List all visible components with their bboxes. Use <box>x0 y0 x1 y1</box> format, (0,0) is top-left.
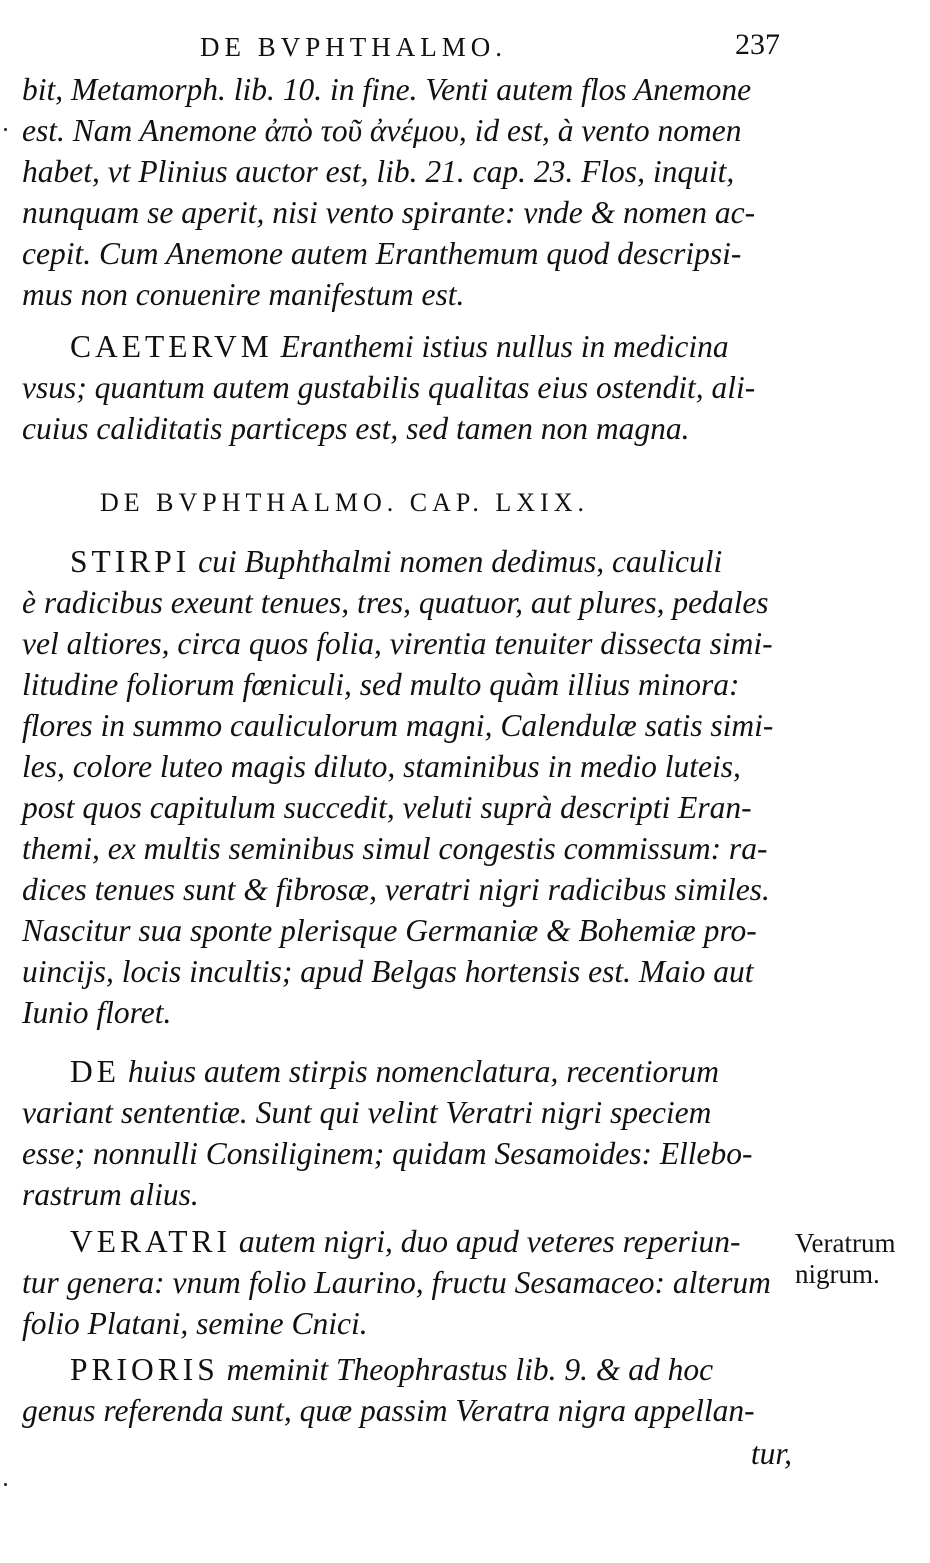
page-number: 237 <box>735 28 780 61</box>
text-line: nunquam se aperit, nisi vento spirante: vnde & nomen ac- <box>22 195 756 230</box>
ink-speck <box>4 1483 7 1486</box>
text-line: è radicibus exeunt tenues, tres, quatuor, aut plures, pedales <box>22 585 769 620</box>
text-line: CAETERVM Eranthemi istius nullus in medicina <box>70 329 729 364</box>
small-caps-lead: CAETERVM <box>70 329 273 364</box>
text-line: est. Nam Anemone ἀπὸ τοῦ ἀνέμου, id est, à vento nomen <box>22 113 742 148</box>
text-line: flores in summo cauliculorum magni, Calendulæ satis simi- <box>22 708 774 743</box>
marginal-note <box>795 1228 895 1290</box>
chapter-heading: DE BVPHTHALMO. CAP. LXIX. <box>100 488 590 517</box>
text-line: bit, Metamorph. lib. 10. in fine. Venti autem flos Anemone <box>22 72 752 107</box>
text-line: mus non conuenire manifestum est. <box>22 277 465 312</box>
text-line: Nascitur sua sponte plerisque Germaniæ & Bohemiæ pro- <box>22 913 757 948</box>
text-line: cepit. Cum Anemone autem Eranthemum quod descripsi- <box>22 236 742 271</box>
text-line: Iunio floret. <box>22 995 172 1030</box>
text-line: dices tenues sunt & fibrosæ, veratri nigri radicibus similes. <box>22 872 770 907</box>
text-line: habet, vt Plinius auctor est, lib. 21. cap. 23. Flos, inquit, <box>22 154 735 189</box>
text-line: cuius caliditatis particeps est, sed tamen non magna. <box>22 411 690 446</box>
text-line: VERATRI autem nigri, duo apud veteres reperiun- <box>70 1224 741 1259</box>
text-line: vsus; quantum autem gustabilis qualitas eius ostendit, ali- <box>22 370 756 405</box>
text-line: post quos capitulum succedit, veluti suprà descripti Eran- <box>22 790 752 825</box>
text-line: vel altiores, circa quos folia, virentia tenuiter dissecta simi- <box>22 626 773 661</box>
text-line: DE huius autem stirpis nomenclatura, recentiorum <box>70 1054 720 1089</box>
text-line: PRIORIS meminit Theophrastus lib. 9. & ad hoc <box>70 1352 714 1387</box>
text-line: litudine foliorum fœniculi, sed multo quàm illius minora: <box>22 667 740 702</box>
ink-speck <box>4 128 7 131</box>
text-line: variant sententiæ. Sunt qui velint Veratri nigri speciem <box>22 1095 712 1130</box>
text-line: les, colore luteo magis diluto, staminibus in medio luteis, <box>22 749 741 784</box>
small-caps-lead: STIRPI <box>70 544 191 579</box>
text-line: folio Platani, semine Cnici. <box>22 1306 368 1341</box>
page-header <box>200 28 780 68</box>
text-line: themi, ex multis seminibus simul congestis commissum: ra- <box>22 831 768 866</box>
text-line: esse; nonnulli Consiliginem; quidam Sesamoides: Ellebo- <box>22 1136 753 1171</box>
small-caps-lead: DE <box>70 1054 120 1089</box>
text-line: STIRPI cui Buphthalmi nomen dedimus, cauliculi <box>70 544 723 579</box>
text-line: tur genera: vnum folio Laurino, fructu Sesamaceo: alterum <box>22 1265 771 1300</box>
small-caps-lead: VERATRI <box>70 1224 231 1259</box>
text-line: uinciјs, locis incultis; apud Belgas hortensis est. Maio aut <box>22 954 754 989</box>
marginal-note-line: nigrum. <box>795 1259 880 1289</box>
catchword: tur, <box>750 1436 792 1471</box>
text-line: genus referenda sunt, quæ passim Veratra nigra appellan- <box>22 1393 755 1428</box>
small-caps-lead: PRIORIS <box>70 1352 219 1387</box>
marginal-note-line: Veratrum <box>795 1228 896 1258</box>
text-line: rastrum alius. <box>22 1177 199 1212</box>
running-head: DE BVPHTHALMO. <box>200 32 508 62</box>
